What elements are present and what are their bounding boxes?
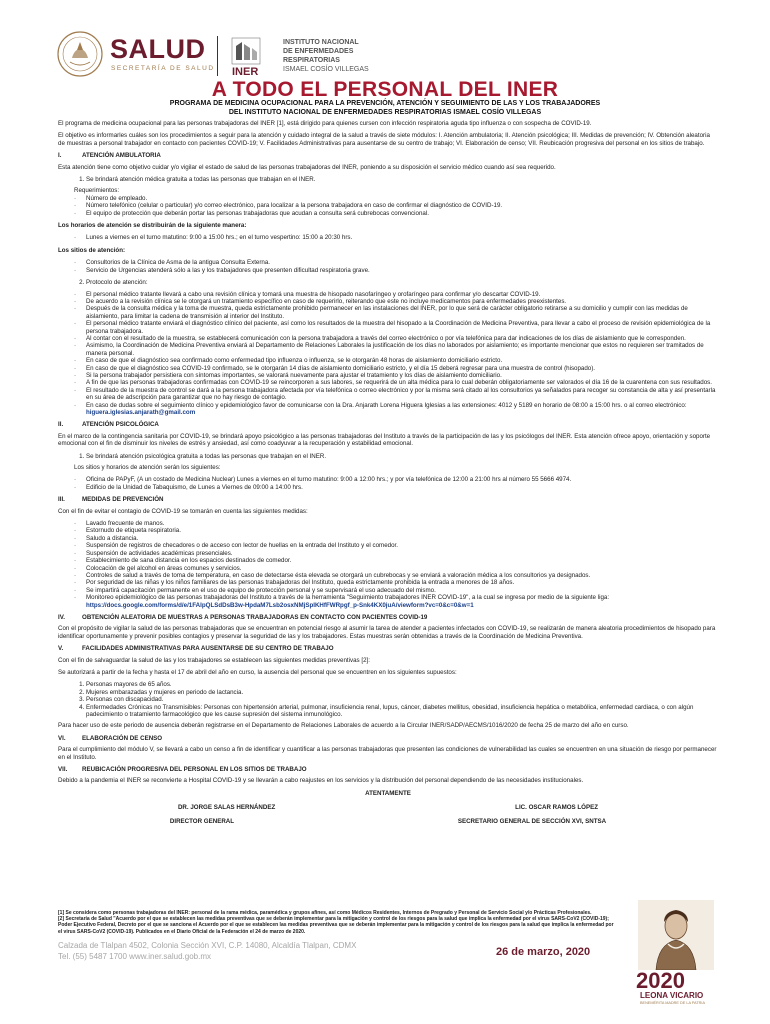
section-number: VI.: [58, 734, 66, 742]
sites-list: [58, 259, 718, 274]
list-item: · Se impartirá capacitación permanente en el uso de equipo de protección personal y se supervisará el uso adecuado del mismo.: [74, 587, 718, 594]
list-item: · Si la persona trabajador persistiera con síntomas importantes, se valorará nuevamente para ajustar el tratamiento y los días de aislamiento domiciliario.: [74, 372, 718, 379]
intro-paragraph-1: El programa de medicina ocupacional para las personas trabajadoras del INER [1], está dirigido para quienes cursen con infección respiratoria aguda tipo influenza o con sospecha de COVID-19.: [58, 120, 592, 127]
section-title: ATENCIÓN PSICOLÓGICA: [82, 421, 159, 429]
iner-line-4: ISMAEL COSÍO VILLEGAS: [283, 66, 369, 73]
section-title: ATENCIÓN AMBULATORIA: [82, 152, 161, 160]
numbered-list: [58, 453, 718, 460]
section-title: OBTENCIÓN ALEATORIA DE MUESTRAS A PERSONAS TRABAJADORAS EN CONTACTO CON PACIENTES COVID-19: [82, 613, 428, 621]
list-item: · Número de empleado.: [74, 195, 718, 202]
email-link[interactable]: higuera.iglesias.anjarath@gmail.com: [86, 409, 196, 416]
list-item: · Saludo a distancia.: [74, 535, 718, 542]
iner-logo-icon: [230, 36, 280, 78]
schedule-list: [58, 234, 718, 241]
list-item: 2. Mujeres embarazadas y mujeres en periodo de lactancia.: [86, 689, 718, 696]
iner-line-3: RESPIRATORIAS: [283, 57, 340, 64]
list-item: 4. Enfermedades Crónicas no Transmisibles: Personas con hipertensión arterial, pulmonar, insuficiencia renal, lupus, cáncer, diabetes mellitus, obesidad, insuficiencia hepática o metabólica, enfermedad cardiaca, o con algún padecimiento o tratamiento farmacológico que les cause supresión del sistema inmunológico.: [86, 704, 718, 719]
section-title: REUBICACIÓN PROGRESIVA DEL PERSONAL EN LOS SITIOS DE TRABAJO: [82, 766, 307, 774]
section-number: II.: [58, 421, 64, 429]
list-item: · El equipo de protección que deberán portar las personas trabajadoras que acudan a consulta será cubrebocas convencional.: [74, 210, 718, 217]
year-logo: 2020: [636, 968, 685, 993]
list-item: · El resultado de la muestra de control se dará a la persona trabajadora afectada por vía telefónica o correo electrónico y por la misma será citado al los consultorios ya señalados para recoger su constancia de alta y así presentarla en su área de adscripción para garantizar que no hay riesgo de contagio.: [74, 387, 718, 402]
signatory-role-1: DIRECTOR GENERAL: [169, 817, 235, 825]
list-item: 2. Protocolo de atención:: [86, 279, 718, 286]
footnote-2: [2] Secretaría de Salud "Acuerdo por el que se establecen las medidas preventivas que se deberán implementar para la mitigación y control de los riesgos para la salud que implica la enfermedad por el virus SARS-CoV2 (COVID-19); Poder Ejecutivo Federal, Decreto por el que se sanciona el Acuerdo por el que se establecen las medidas preventivas que se deberán implementar para la mitigación y control de los riesgos para la salud que implica la enfermedad por el virus SARS-CoV2 (COVID-19). Publicados en el Diario Oficial de la Federación el 24 de marzo de 2020.: [58, 916, 614, 935]
schedule-heading: Los horarios de atención se distribuirán de la siguiente manera:: [58, 222, 247, 230]
section-heading: [58, 645, 718, 652]
section-paragraph: Para el cumplimiento del módulo V, se llevará a cabo un censo a fin de identificar y cuantificar a las personas trabajadoras que presenten las condiciones de vulnerabilidad las cuales se encuentren en una situación de riesgo por permanecer en el Instituto.: [58, 746, 717, 761]
list-item: · Consultorios de la Clínica de Asma de la antigua Consulta Externa.: [74, 259, 718, 266]
footnotes: [58, 910, 618, 935]
list-item: · En caso de que el diagnóstico sea confirmado como enfermedad tipo influenza o influenza, se le otorgarán 48 horas de aislamiento domiciliario estricto.: [74, 357, 718, 364]
list-item: · El personal médico tratante llevará a cabo una revisión clínica y tomará una muestra de hisopado nasofaríngeo y orofaríngeo para confirmar y/o descartar COVID-19.: [74, 291, 718, 298]
section-title: ELABORACIÓN DE CENSO: [82, 734, 163, 742]
signatories-names: [58, 804, 718, 811]
section-heading: [58, 614, 718, 621]
address-line: Calzada de Tlalpan 4502, Colonia Sección XVI, C.P. 14080, Alcaldía Tlalpan, CDMX: [58, 941, 357, 950]
section-number: VII.: [58, 766, 68, 774]
list-item: · Controles de salud a través de toma de temperatura, en caso de detectarse ésta elevada se otorgará un cubrebocas y se enviará a valoración médica a los consultorios ya designados.: [74, 572, 718, 579]
mexico-seal-icon: [55, 30, 105, 78]
list-item: 3. Personas con discapacidad.: [86, 696, 718, 703]
leona-vicario-label: LEONA VICARIO: [640, 991, 704, 1000]
section-paragraph: Esta atención tiene como objetivo cuidar y/o vigilar el estado de salud de las personas trabajadoras del INER, poniendo a su disposición el servicio médico cuando así sea requerido.: [58, 163, 556, 171]
contact-line: Tel. (55) 5487 1700 www.iner.salud.gob.mx: [58, 952, 211, 961]
section-paragraph: Con el fin de salvaguardar la salud de las y los trabajadores se establecen las siguientes medidas preventivas [2]:: [58, 656, 370, 664]
section-heading: [58, 766, 718, 773]
list-item: · En caso de que el diagnóstico sea COVID-19 confirmado, se le otorgarán 14 días de aislamiento domiciliario estricto, y el día 15 deberá regresar para una muestra de control (hisopado).: [74, 365, 718, 372]
section-number: IV.: [58, 613, 65, 621]
section-title: FACILIDADES ADMINISTRATIVAS PARA AUSENTARSE DE SU CENTRO DE TRABAJO: [82, 645, 334, 653]
list-item: · Suspensión de registros de checadores o de acceso con lector de huellas en la entrada del Instituto y el comedor.: [74, 542, 718, 549]
list-item: 1. Se brindará atención médica gratuita a todas las personas que trabajan en el INER.: [86, 176, 718, 183]
list-item: 1. Personas mayores de 65 años.: [86, 681, 718, 688]
section-paragraph: Se autorizará a partir de la fecha y hasta el 17 de abril del año en curso, la ausencia del personal que se encuentren en los siguientes supuestos:: [58, 668, 457, 676]
closing-atentamente: ATENTAMENTE: [365, 789, 411, 797]
intro-paragraph-2: El objetivo es informarles cuáles son los procedimientos a seguir para la atención y cuidado integral de la salud a través de siete módulos: I. Atención ambulatoria; II. Atención psicológica; III. Medidas de prevención; IV. Obtención aleatoria de muestras a personal trabajador en contacto con pacientes COVID-19; V. Facilidades Administrativas para ausentarse de su centro de trabajo; VI. Elaboración de censo; VII. Reubicación progresiva del personal en los sitios de trabajo.: [58, 132, 710, 147]
list-item: · Oficina de PAPyF, (A un costado de Medicina Nuclear) Lunes a viernes en el turno matutino: 9:00 a 12:00 hrs.; y por vía telefónica de 12:00 a 21:00 hrs al número 55 5666 4974.: [74, 476, 718, 483]
sites-heading: Los sitios de atención:: [58, 246, 126, 254]
section-paragraph: Con el propósito de vigilar la salud de las personas trabajadoras que se encuentran en potencial riesgo al asumir la tarea de atender a pacientes infectados con COVID-19, se realizarán de manera aleatoria procedimientos de hisopado para identificar oportunamente y prevenir posibles contagios y preservar la seguridad de las y los trabajadores. Estas muestras serán obtenidas a través de la Coordinación de Medicina Preventiva.: [58, 625, 716, 640]
numbered-list: [58, 681, 718, 718]
document-date: 26 de marzo, 2020: [496, 946, 591, 958]
list-item: · Después de la consulta médica y la toma de muestra, queda estrictamente prohibido permanecer en las instalaciones del INER, por lo que será de carácter obligatorio retirarse a su domicilio y cumplir con las medidas de aislamiento, para limitar la cadena de transmisión al interior del Instituto.: [74, 305, 718, 320]
signatories-roles: [58, 818, 718, 825]
list-item: 1. Se brindará atención psicológica gratuita a todas las personas que trabajan en el INER.: [86, 453, 718, 460]
iner-line-2: DE ENFERMEDADES: [283, 48, 354, 55]
form-link[interactable]: https://docs.google.com/forms/d/e/1FAIpQLSdDsB3w-HpdaM7Lsb2osxNMjSpIKHfFWRpgf_p-Snk4KX0juA/viewform?vc=0&c=0&w=1: [86, 601, 474, 609]
section-paragraph: Con el fin de evitar el contagio de COVID-19 se tomarán en cuenta las siguientes medidas:: [58, 507, 308, 515]
numbered-list: [58, 176, 718, 183]
list-item: · Edificio de la Unidad de Tabaquismo, de Lunes a Viernes de 09:00 a 14:00 hrs.: [74, 484, 718, 491]
requirements-list: [58, 195, 718, 217]
header: [55, 30, 715, 80]
iner-name: [283, 38, 369, 74]
section-number: I.: [58, 152, 62, 160]
numbered-list: [58, 279, 718, 286]
list-item: · Suspensión de actividades académicas presenciales.: [74, 550, 718, 557]
section-paragraph: Debido a la pandemia el INER se reconvierte a Hospital COVID-19 y se llevarán a cabo reajustes en los servicios y la distribución del personal dependiendo de las necesidades institucionales.: [58, 777, 584, 785]
header-divider: [217, 36, 218, 76]
signatory-name-1: DR. JORGE SALAS HERNÁNDEZ: [177, 804, 276, 812]
list-item: · Lavado frecuente de manos.: [74, 520, 718, 527]
section-heading: [58, 496, 718, 503]
monitoring-text: Monitoreo epidemiológico de las personas trabajadoras del Instituto a través de la herramienta "Seguimiento trabajadores INER COVID-19", a la cual se ingresa por medio de la siguiente liga:: [86, 594, 610, 602]
salud-subtitle: SECRETARÍA DE SALUD: [111, 65, 215, 72]
page-title: A TODO EL PERSONAL DEL INER: [211, 78, 559, 101]
footnote-1: [1] Se considera como personas trabajadoras del INER: personal de la rama médica, paramédica y grupos afines, así como Médicos Residentes, Internos de Pregrado y Personal de Servicio Social y/o Prácticas Profesionales.: [58, 910, 592, 916]
section-heading: [58, 421, 718, 428]
page-subtitle: [60, 100, 710, 117]
section-heading: [58, 735, 718, 742]
list-item: · Establecimiento de sana distancia en los espacios destinados de comedor.: [74, 557, 718, 564]
list-item: · Colocación de gel alcohol en áreas comunes y servicios.: [74, 565, 718, 572]
list-item: · Por seguridad de las niñas y los niños familiares de las personas trabajadoras del Instituto, queda estrictamente prohibida la entrada a menores de 18 años.: [74, 579, 718, 586]
iner-line-1: INSTITUTO NACIONAL: [283, 39, 359, 46]
subtitle-line-1: PROGRAMA DE MEDICINA OCUPACIONAL PARA LA PREVENCIÓN, ATENCIÓN Y SEGUIMIENTO DE LAS Y LOS TRABAJADORES: [169, 100, 601, 107]
prevention-list: [58, 520, 718, 609]
list-item: [74, 402, 718, 417]
leona-vicario-portrait-icon: [638, 900, 714, 970]
protocol-list: [58, 291, 718, 417]
list-item: · De acuerdo a la revisión clínica se le otorgará un tratamiento específico en caso de requerirlo, reiterando que este no incluye medicamentos para enfermedades preexistentes.: [74, 298, 718, 305]
signatory-name-2: LIC. OSCAR RAMOS LÓPEZ: [515, 804, 599, 812]
section-number: III.: [58, 496, 65, 504]
section-paragraph: Para hacer uso de este periodo de ausencia deberán registrarse en el Departamento de Relaciones Laborales de acuerdo a la Circular INER/SADP/AECMS/1016/2020 de fecha 25 de marzo del año en curso.: [58, 722, 629, 730]
sites-list: [58, 476, 718, 491]
contact-text: En caso de dudas sobre el seguimiento clínico y epidemiológico favor de comunicarse con la Dra. Anjarath Lorena Higuera Iglesias a las extensiones: 4012 y 5189 en horario de 08:00 a 15:00 hrs. o al correo electrónico:: [86, 401, 687, 409]
section-number: V.: [58, 645, 64, 653]
document-body: [58, 120, 718, 827]
leona-vicario-subtitle: BENEMÉRITA MADRE DE LA PATRIA: [640, 1001, 705, 1005]
list-item: · Asimismo, la Coordinación de Medicina Preventiva enviará al Departamento de Relaciones Laborales la justificación de los días no laborados por aislamiento; es importante mencionar que estos no requieren ser tramitados de manera personal.: [74, 342, 718, 357]
signatory-role-2: SECRETARIO GENERAL DE SECCIÓN XVI, SNTSA: [457, 817, 607, 825]
list-item: · Lunes a viernes en el turno matutino: 9:00 a 15:00 hrs.; en el turno vespertino: 15:00 a 20:30 hrs.: [74, 234, 718, 241]
list-item: [74, 594, 718, 609]
list-item: · El personal médico tratante enviará el diagnóstico clínico del paciente, así como los resultados de la muestra del hisopado a la Coordinación de Medicina Preventiva, para llevar a cabo el proceso de revisión epidemiológica de la persona trabajadora.: [74, 320, 718, 335]
sites-heading: Los sitios y horarios de atención serán los siguientes:: [74, 464, 221, 472]
salud-logo-text: SALUD: [110, 34, 206, 64]
list-item: · Estornudo de etiqueta respiratoria.: [74, 527, 718, 534]
subtitle-line-2: DEL INSTITUTO NACIONAL DE ENFERMEDADES RESPIRATORIAS ISMAEL COSÍO VILLEGAS: [228, 108, 542, 116]
iner-logo-label: INER: [232, 66, 259, 78]
section-title: MEDIDAS DE PREVENCIÓN: [82, 496, 164, 504]
section-paragraph: En el marco de la contingencia sanitaria por COVID-19, se brindará apoyo psicológico a las personas trabajadoras del Instituto a través de la participación de las y los psicólogos del INER. Esta atención ofrece apoyo, orientación y soporte emocional con el fin de disminuir los niveles de estrés y ansiedad, así como coadyuvar a la recuperación y estabilidad emocional.: [58, 432, 711, 448]
list-item: · Número telefónico (celular o particular) y/o correo electrónico, para localizar a la persona trabajadora en caso de confirmar el diagnóstico de COVID-19.: [74, 202, 718, 209]
list-item: · A fin de que las personas trabajadoras confirmadas con COVID-19 se reincorporen a sus labores, se requerirá de un alta médica para lo cual deberán obligatoriamente ser valorados el día 16 de la cuarentena con sus resultados.: [74, 379, 718, 386]
list-item: · Servicio de Urgencias atenderá sólo a las y los trabajadores que presenten dificultad respiratoria grave.: [74, 267, 718, 274]
section-heading: [58, 152, 718, 159]
footer-address: [58, 940, 356, 962]
requirements-label: Requerimientos:: [74, 187, 120, 195]
list-item: · Al contar con el resultado de la muestra, se establecerá comunicación con la persona trabajadora a través del correo electrónico o por vía telefónica para dar indicaciones de los días de aislamiento que le corresponden.: [74, 335, 718, 342]
